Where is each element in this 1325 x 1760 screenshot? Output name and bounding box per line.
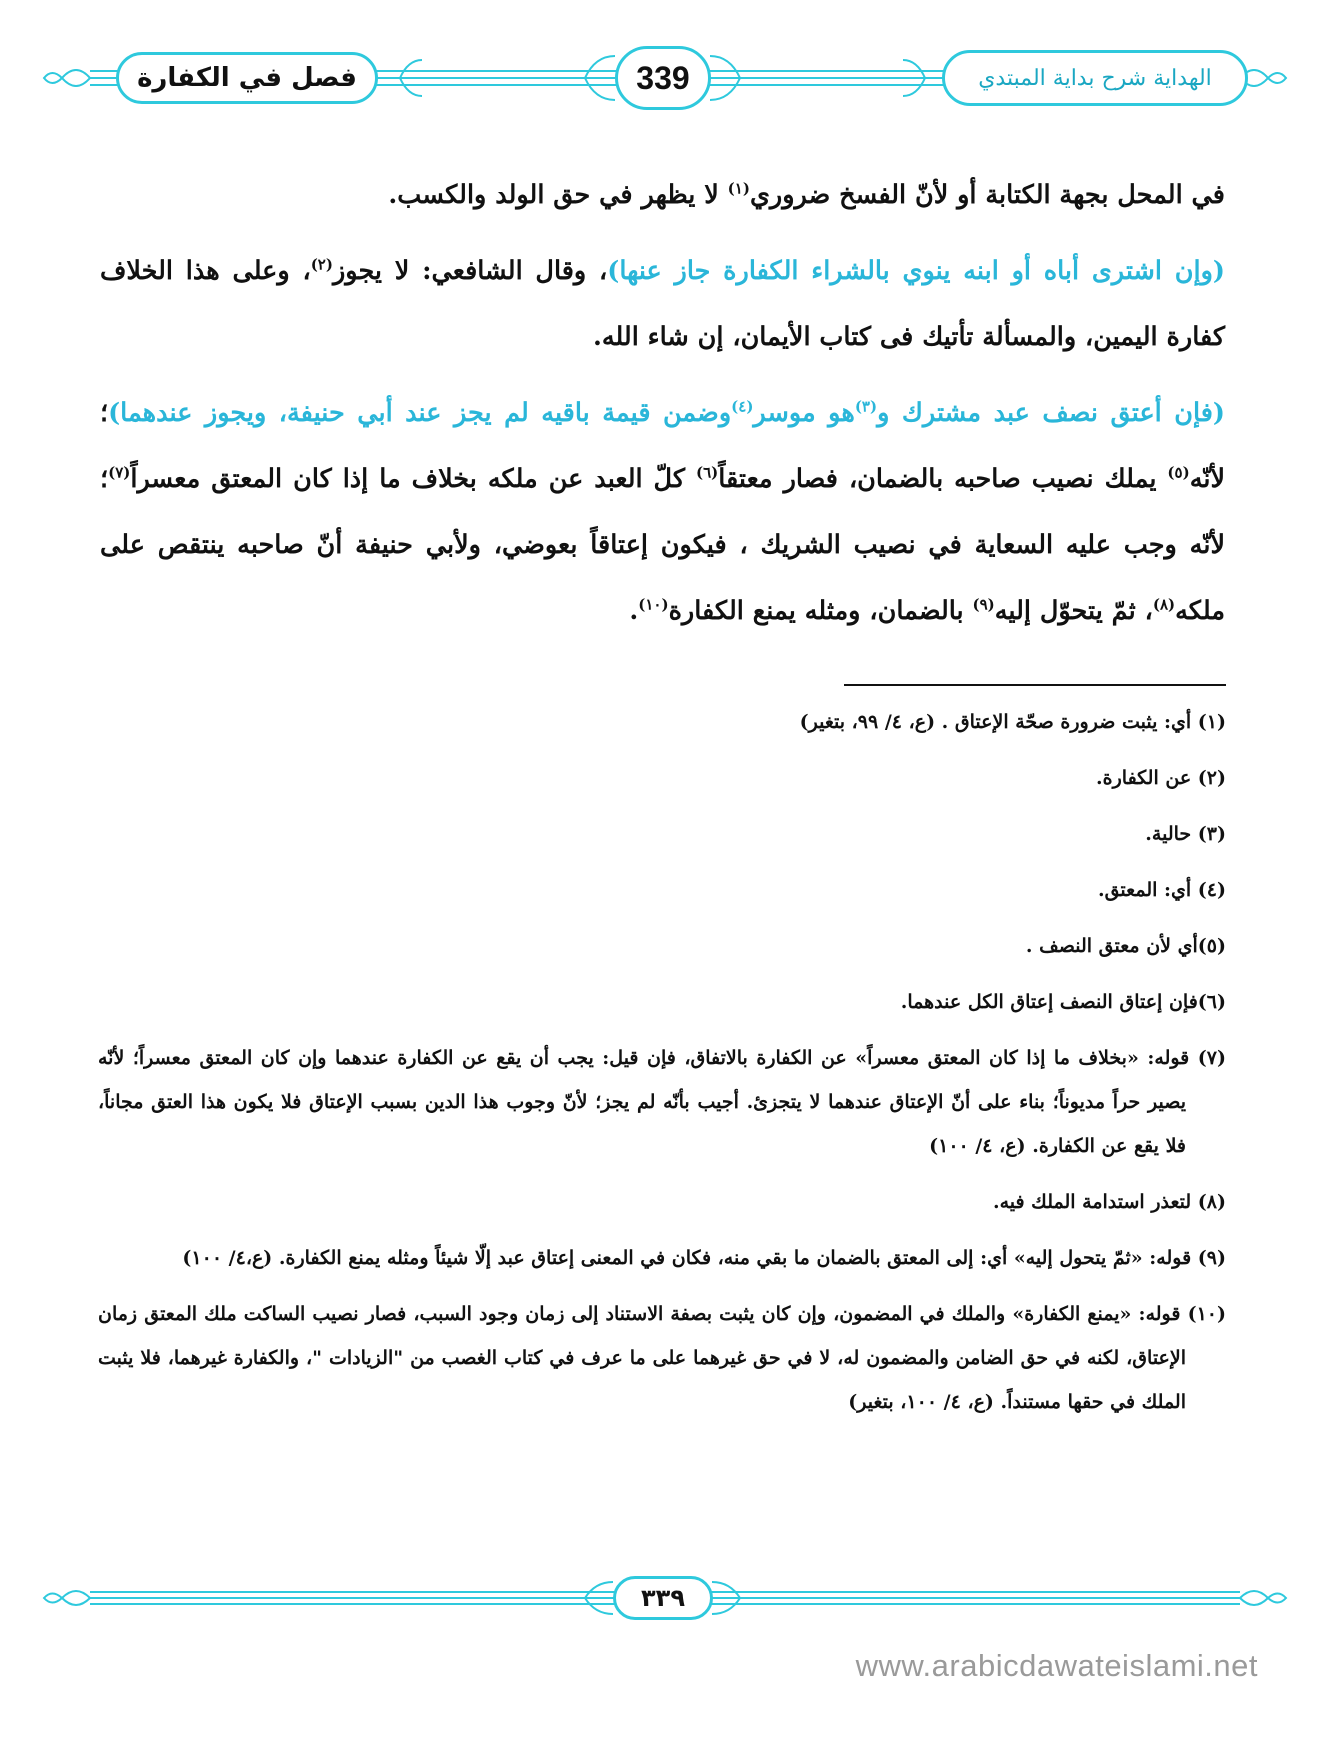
- page-footer: [0, 1570, 1325, 1630]
- footnote-number: (١٠): [1187, 1303, 1226, 1325]
- footnote-number: (٢): [1197, 767, 1226, 789]
- page-header: [0, 38, 1325, 118]
- footnote-number: (٨): [1197, 1191, 1226, 1213]
- footnote-ref: (١٠): [638, 595, 669, 614]
- footnote-1: [98, 700, 1226, 744]
- footnote-text: قوله: «ثمّ يتحول إليه» أي: إلى المعتق بالضمان ما بقي منه، فكان في المعنى إعتاق عبد إلّا شيئاً ومثله يمنع الكفارة. (ع،٤/ ١٠٠): [182, 1247, 1198, 1269]
- footnote-separator: [844, 684, 1226, 686]
- paragraph-2: [100, 238, 1225, 370]
- text-span: ؛ لأنّه وجب عليه السعاية في نصيب الشريك ، فيكون إعتاقاً بعوضي، ولأبي حنيفة أنّ صاحبه ينتقص على ملكه: [100, 464, 1225, 626]
- text-span: يملك نصيب صاحبه بالضمان، فصار معتقاً: [718, 464, 1168, 494]
- footnote-number: (٣): [1197, 823, 1226, 845]
- matn-quote: (وإن اشترى أباه أو ابنه ينوي بالشراء الكفارة جاز عنها): [607, 256, 1225, 286]
- footnote-number: (١): [1197, 711, 1226, 733]
- footnote-number: (٦): [1197, 991, 1226, 1013]
- footnote-ref: (١): [727, 179, 750, 198]
- footnote-10: [98, 1292, 1226, 1424]
- text-span: ، وقال الشافعي: لا يجوز: [332, 256, 608, 286]
- footnote-text: حالية.: [1145, 823, 1198, 845]
- footnote-number: (٩): [1197, 1247, 1226, 1269]
- footnote-ref: (٨): [1152, 595, 1176, 614]
- text-span: في المحل بجهة الكتابة أو لأنّ الفسخ ضروري: [749, 180, 1225, 210]
- text-span: بالضمان، ومثله يمنع الكفارة: [668, 596, 973, 626]
- footnote-text: قوله: «يمنع الكفارة» والملك في المضمون، وإن كان يثبت بصفة الاستناد إلى زمان وجود السبب، فصار نصيب الساكت ملك المعتق زمان الإعتاق، لكنه في حق الضامن والمضمون له، لا في حق غيرهما على ما عرف في كتاب الغصب من "الزيادات "، والكفارة غيرهما، فلا يثبت الملك في حقها مستنداً. (ع، ٤/ ١٠٠، بتغير): [98, 1303, 1188, 1413]
- footnote-text: قوله: «بخلاف ما إذا كان المعتق معسراً» عن الكفارة بالاتفاق، فإن قيل: يجب أن يقع عن الكفارة عندهما وإن كان المعتق معسراً؛ لأنّه يصير حراً مديوناً؛ بناء على أنّ الإعتاق عندهما لا يتجزئ. أجيب بأنّه لم يجز؛ لأنّ وجوب هذا الدين بسبب الإعتاق فلا يكون هذا العتق مجاناً، فلا يقع عن الكفارة. (ع، ٤/ ١٠٠): [98, 1047, 1198, 1157]
- footnote-number: (٧): [1197, 1047, 1226, 1069]
- footnote-ref: (٦): [695, 463, 719, 482]
- footnote-text: أي: المعتق.: [1097, 879, 1198, 901]
- footnote-ref: (٥): [1167, 463, 1190, 482]
- footnote-ref: (٣): [854, 397, 878, 416]
- text-span: ، وعلى هذا الخلاف كفارة اليمين، والمسألة تأتيك فى كتاب الأيمان، إن شاء الله.: [100, 256, 1225, 352]
- footnote-text: عن الكفارة.: [1096, 767, 1198, 789]
- text-span: لا يظهر في حق الولد والكسب.: [388, 180, 728, 210]
- text-span: .: [629, 596, 639, 626]
- main-text: [100, 162, 1225, 644]
- book-title: الهداية شرح بداية المبتدي: [942, 50, 1248, 106]
- header-page-number: 339: [615, 46, 711, 110]
- chapter-title: فصل في الكفارة: [116, 52, 378, 104]
- footnote-text: أي: يثبت ضرورة صحّة الإعتاق . (ع، ٤/ ٩٩، بتغير): [799, 711, 1198, 733]
- paragraph-3: [100, 380, 1225, 644]
- footer-page-number: ٣٣٩: [613, 1576, 713, 1620]
- matn-quote: (فإن أعتق نصف عبد مشترك و: [877, 398, 1225, 428]
- website-url: www.arabicdawateislami.net: [855, 1648, 1258, 1683]
- footnote-number: (٤): [1197, 879, 1226, 901]
- footnote-8: [98, 1180, 1226, 1224]
- footnote-5: [98, 924, 1226, 968]
- footnote-9: [98, 1236, 1226, 1280]
- footnote-4: [98, 868, 1226, 912]
- footnote-text: لتعذر استدامة الملك فيه.: [992, 1191, 1198, 1213]
- footnotes: [98, 700, 1226, 1436]
- paragraph-1: [100, 162, 1225, 228]
- footnote-6: [98, 980, 1226, 1024]
- footnote-2: [98, 756, 1226, 800]
- footnote-ref: (٧): [108, 463, 131, 482]
- text-span: ، ثمّ يتحوّل إليه: [994, 596, 1153, 626]
- text-span: كلّ العبد عن ملكه بخلاف ما إذا كان المعتق معسراً: [130, 464, 696, 494]
- footnote-number: (٥): [1197, 935, 1226, 957]
- matn-quote: هو موسر: [753, 398, 855, 428]
- matn-quote: وضمن قيمة باقيه لم يجز عند أبي حنيفة، ويجوز عندهما): [108, 398, 732, 428]
- footnote-ref: (٩): [972, 595, 995, 614]
- footnote-7: [98, 1036, 1226, 1168]
- footnote-3: [98, 812, 1226, 856]
- footnote-ref: (٤): [731, 397, 754, 416]
- text-span: ؛ لأنّه: [100, 398, 1225, 494]
- footnote-ref: (٢): [310, 255, 333, 274]
- footnote-text: أي لأن معتق النصف .: [1025, 935, 1198, 957]
- footnote-text: فإن إعتاق النصف إعتاق الكل عندهما.: [900, 991, 1198, 1013]
